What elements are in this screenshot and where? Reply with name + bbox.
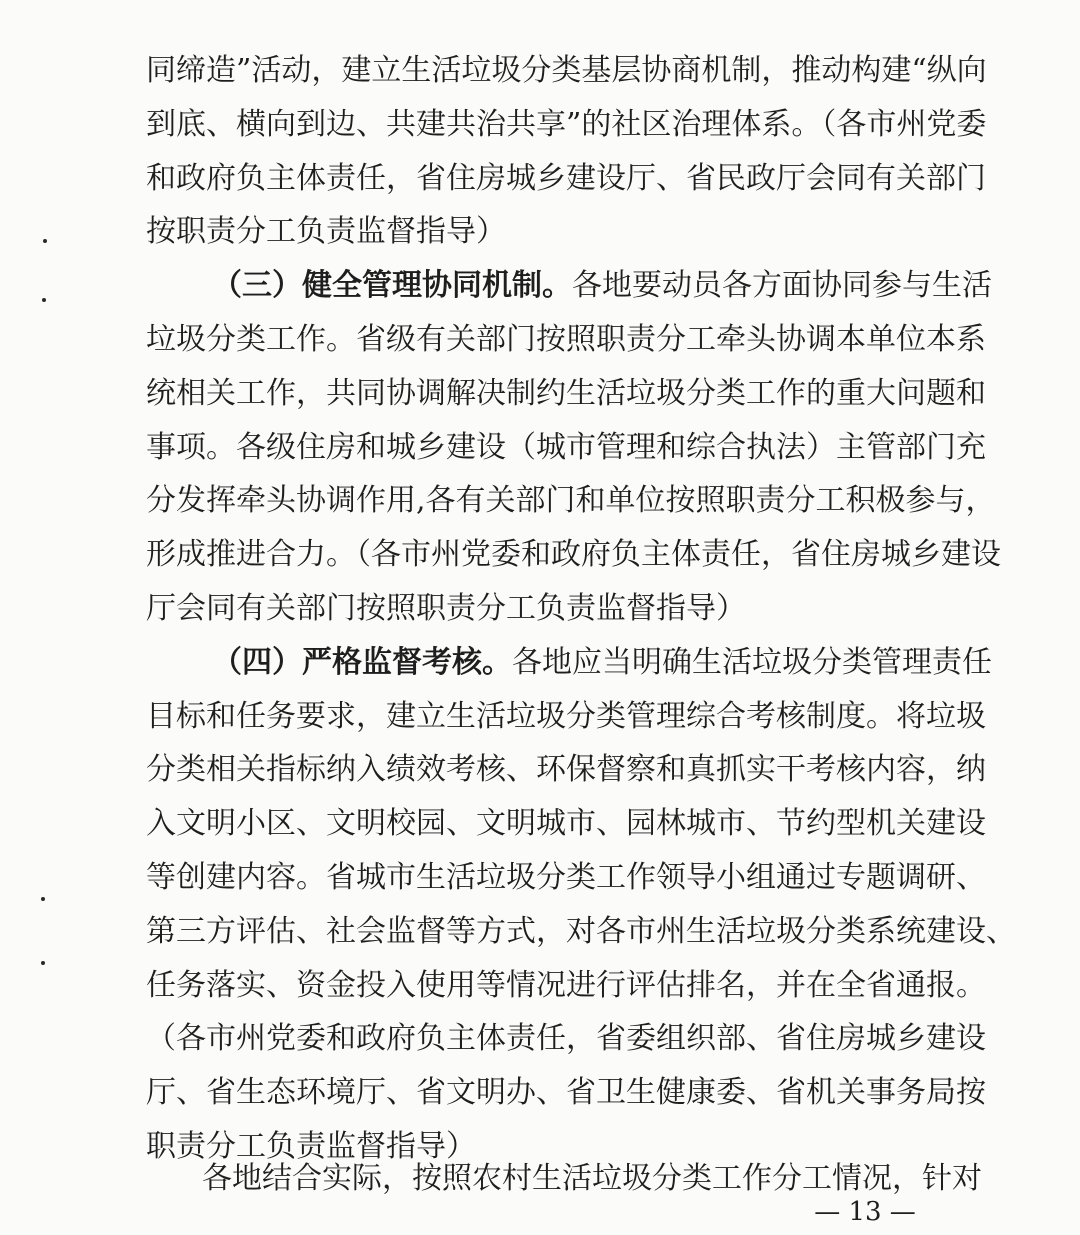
section-4-first-line bbox=[146, 641, 992, 685]
section-4-text: 各地应当明确生活垃圾分类管理责任 bbox=[512, 645, 992, 680]
text-line: 按职责分工负责监督指导） bbox=[146, 214, 506, 249]
text-line: 事项。各级住房和城乡建设（城市管理和综合执法）主管部门充 bbox=[146, 430, 986, 465]
text-line: 第三方评估、社会监督等方式，对各市州生活垃圾分类系统建设、 bbox=[146, 914, 1016, 949]
text-line: 垃圾分类工作。省级有关部门按照职责分工牵头协调本单位本系 bbox=[146, 322, 986, 357]
text-line: 入文明小区、文明校园、文明城市、园林城市、节约型机关建设 bbox=[146, 806, 986, 841]
section-4-heading: （四）严格监督考核。 bbox=[212, 645, 512, 680]
text-line: 厅会同有关部门按照职责分工负责监督指导） bbox=[146, 591, 746, 626]
scan-dot bbox=[41, 897, 45, 901]
text-line: 形成推进合力。（各市州党委和政府负主体责任，省住房城乡建设 bbox=[146, 537, 1001, 572]
text-line: 同缔造”活动，建立生活垃圾分类基层协商机制，推动构建“纵向 bbox=[146, 53, 987, 88]
text-line: （各市州党委和政府负主体责任，省委组织部、省住房城乡建设 bbox=[146, 1021, 986, 1056]
text-line: 任务落实、资金投入使用等情况进行评估排名，并在全省通报。 bbox=[146, 968, 986, 1003]
text-line: 职责分工负责监督指导） bbox=[146, 1129, 476, 1164]
text-line: 各地结合实际，按照农村生活垃圾分类工作分工情况，针对 bbox=[202, 1161, 982, 1196]
page-number: — 13 — bbox=[814, 1197, 916, 1227]
text-line: 厅、省生态环境厅、省文明办、省卫生健康委、省机关事务局按 bbox=[146, 1075, 986, 1110]
section-3-first-line bbox=[146, 264, 992, 308]
text-line: 等创建内容。省城市生活垃圾分类工作领导小组通过专题调研、 bbox=[146, 860, 986, 895]
text-line: 目标和任务要求，建立生活垃圾分类管理综合考核制度。将垃圾 bbox=[146, 699, 986, 734]
text-line: 分发挥牵头协调作用,各有关部门和单位按照职责分工积极参与， bbox=[146, 483, 996, 518]
section-3-text: 各地要动员各方面协同参与生活 bbox=[572, 268, 992, 303]
scan-dot bbox=[41, 961, 45, 965]
text-line: 和政府负主体责任，省住房城乡建设厅、省民政厅会同有关部门 bbox=[146, 161, 986, 196]
text-line: 到底、横向到边、共建共治共享”的社区治理体系。（各市州党委 bbox=[146, 107, 987, 142]
text-line: 分类相关指标纳入绩效考核、环保督察和真抓实干考核内容，纳 bbox=[146, 752, 986, 787]
scan-dot bbox=[42, 298, 46, 302]
section-3-heading: （三）健全管理协同机制。 bbox=[212, 268, 572, 303]
text-line: 统相关工作，共同协调解决制约生活垃圾分类工作的重大问题和 bbox=[146, 376, 986, 411]
scan-dot bbox=[43, 239, 47, 243]
